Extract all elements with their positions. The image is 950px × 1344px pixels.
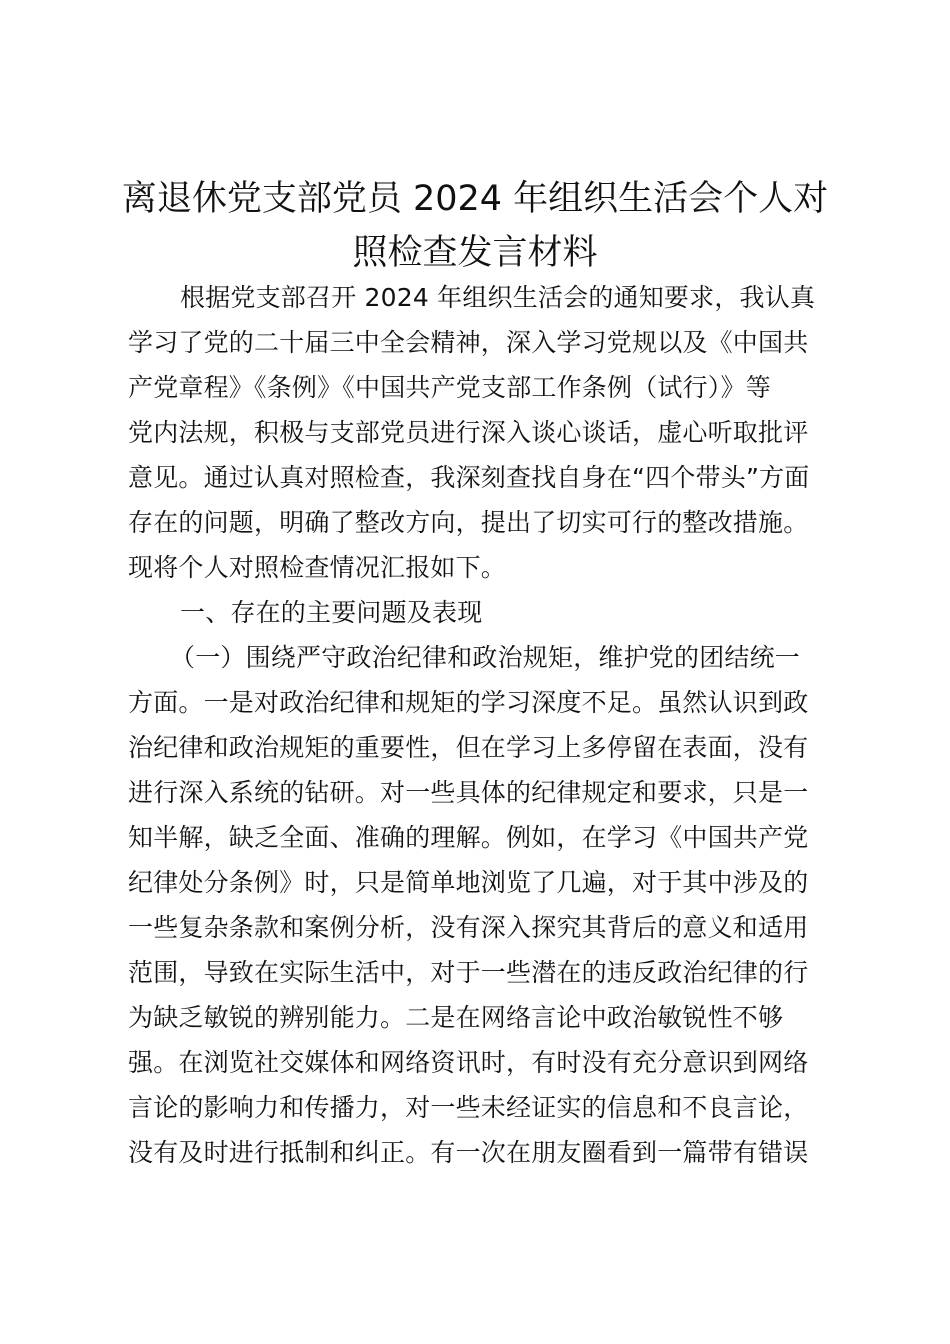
paragraph-line: 方面。一是对政治纪律和规矩的学习深度不足。虽然认识到政 bbox=[128, 688, 809, 717]
document-title bbox=[100, 172, 850, 280]
section-heading: 一、存在的主要问题及表现 bbox=[180, 598, 483, 627]
subsection-heading-line: （一）围绕严守政治纪律和政治规矩，维护党的团结统一 bbox=[170, 643, 801, 672]
paragraph-line: 现将个人对照检查情况汇报如下。 bbox=[128, 553, 507, 582]
paragraph-line: 存在的问题，明确了整改方向，提出了切实可行的整改措施。 bbox=[128, 508, 809, 537]
paragraph-line: 强。在浏览社交媒体和网络资讯时，有时没有充分意识到网络 bbox=[128, 1048, 809, 1077]
paragraph-line: 党内法规，积极与支部党员进行深入谈心谈话，虚心听取批评 bbox=[128, 418, 809, 447]
paragraph-line: 产党章程》《条例》《中国共产党支部工作条例（试行）》等 bbox=[128, 373, 771, 402]
paragraph-line: 根据党支部召开 2024 年组织生活会的通知要求，我认真 bbox=[180, 283, 816, 312]
paragraph-line: 知半解，缺乏全面、准确的理解。例如，在学习《中国共产党 bbox=[128, 823, 809, 852]
paragraph-line: 治纪律和政治规矩的重要性，但在学习上多停留在表面，没有 bbox=[128, 733, 809, 762]
paragraph-line: 学习了党的二十届三中全会精神，深入学习党规以及《中国共 bbox=[128, 328, 809, 357]
paragraph-line: 范围，导致在实际生活中，对于一些潜在的违反政治纪律的行 bbox=[128, 958, 809, 987]
paragraph-line: 言论的影响力和传播力，对一些未经证实的信息和不良言论， bbox=[128, 1093, 809, 1122]
document-body bbox=[128, 283, 828, 1183]
paragraph-line: 进行深入系统的钻研。对一些具体的纪律规定和要求，只是一 bbox=[128, 778, 809, 807]
paragraph-line: 没有及时进行抵制和纠正。有一次在朋友圈看到一篇带有错误 bbox=[128, 1138, 809, 1167]
paragraph-line: 意见。通过认真对照检查，我深刻查找自身在“四个带头”方面 bbox=[128, 463, 810, 492]
paragraph-line: 纪律处分条例》时，只是简单地浏览了几遍，对于其中涉及的 bbox=[128, 868, 809, 897]
title-line-2: 照检查发言材料 bbox=[352, 233, 598, 273]
paragraph-line: 一些复杂条款和案例分析，没有深入探究其背后的意义和适用 bbox=[128, 913, 809, 942]
title-line-1: 离退休党支部党员 2024 年组织生活会个人对 bbox=[121, 179, 829, 219]
paragraph-line: 为缺乏敏锐的辨别能力。二是在网络言论中政治敏锐性不够 bbox=[128, 1003, 784, 1032]
